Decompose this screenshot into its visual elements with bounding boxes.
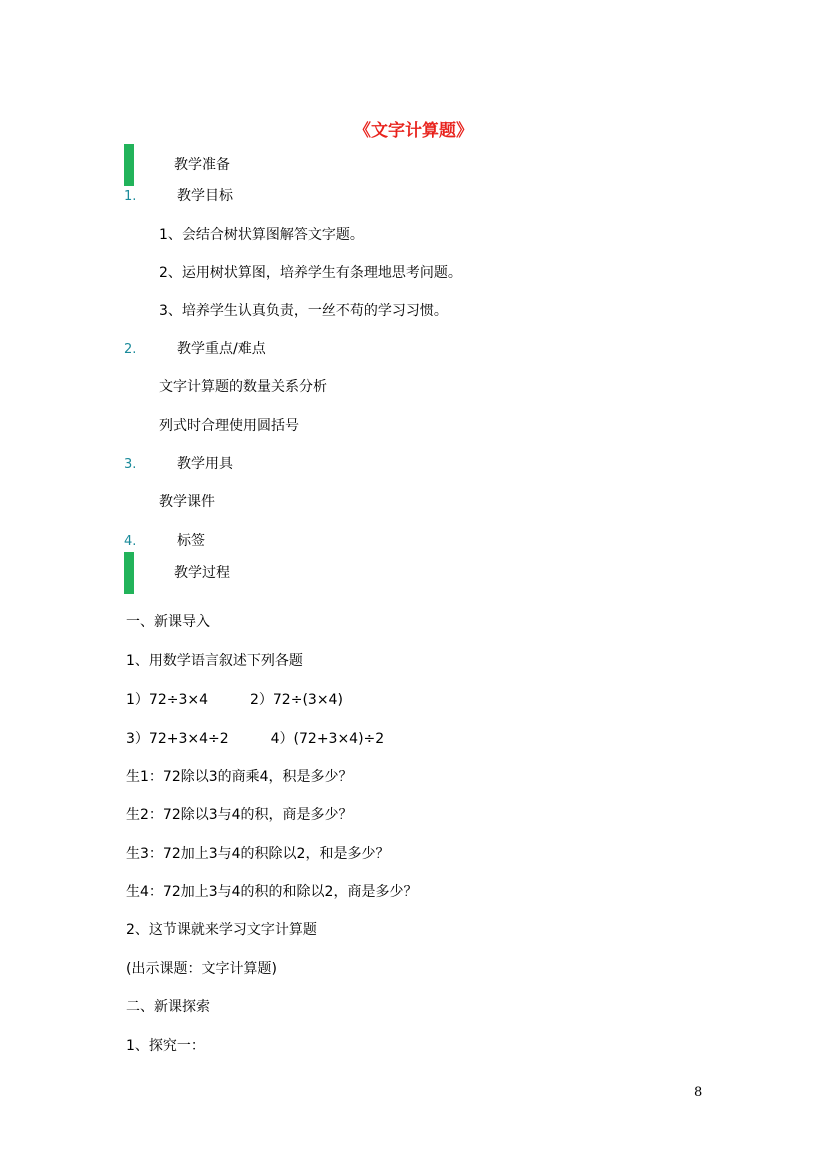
body-line: 生3：72加上3与4的积除以2，和是多少？ [126,846,390,862]
body-line: 二、新课探索 [126,999,210,1015]
key-point-line: 列式时合理使用圆括号 [159,418,299,434]
list-number: 1. [124,189,137,204]
key-point-line: 文字计算题的数量关系分析 [159,379,327,395]
body-line: 1）72÷3×4 2）72÷(3×4) [126,692,343,708]
list-number: 3. [124,457,137,472]
section-marker-bar [124,552,134,594]
body-line: 3）72+3×4÷2 4）(72+3×4)÷2 [126,731,385,747]
goal-line: 2、运用树状算图，培养学生有条理地思考问题。 [159,265,462,281]
body-line: (出示课题：文字计算题) [126,961,277,977]
goal-line: 3、培养学生认真负责，一丝不苟的学习习惯。 [159,303,448,319]
body-line: 1、探究一： [126,1038,205,1054]
body-line: 1、用数学语言叙述下列各题 [126,653,303,669]
section-marker-bar [124,144,134,186]
item-heading-goals: 教学目标 [177,188,233,204]
item-heading-key-points: 教学重点/难点 [177,341,266,357]
section-heading-process: 教学过程 [174,565,230,581]
section-heading-preparation: 教学准备 [174,157,230,173]
body-line: 2、这节课就来学习文字计算题 [126,922,317,938]
tool-line: 教学课件 [159,494,215,510]
page-number: 8 [694,1085,703,1100]
body-line: 一、新课导入 [126,614,210,630]
body-line: 生1：72除以3的商乘4，积是多少？ [126,769,353,785]
item-heading-tools: 教学用具 [177,456,233,472]
body-line: 生2：72除以3与4的积，商是多少？ [126,807,353,823]
list-number: 4. [124,534,137,549]
list-number: 2. [124,342,137,357]
item-heading-tags: 标签 [177,533,205,549]
goal-line: 1、会结合树状算图解答文字题。 [159,227,364,243]
document-title: 《文字计算题》 [354,121,473,141]
body-line: 生4：72加上3与4的积的和除以2，商是多少？ [126,884,418,900]
